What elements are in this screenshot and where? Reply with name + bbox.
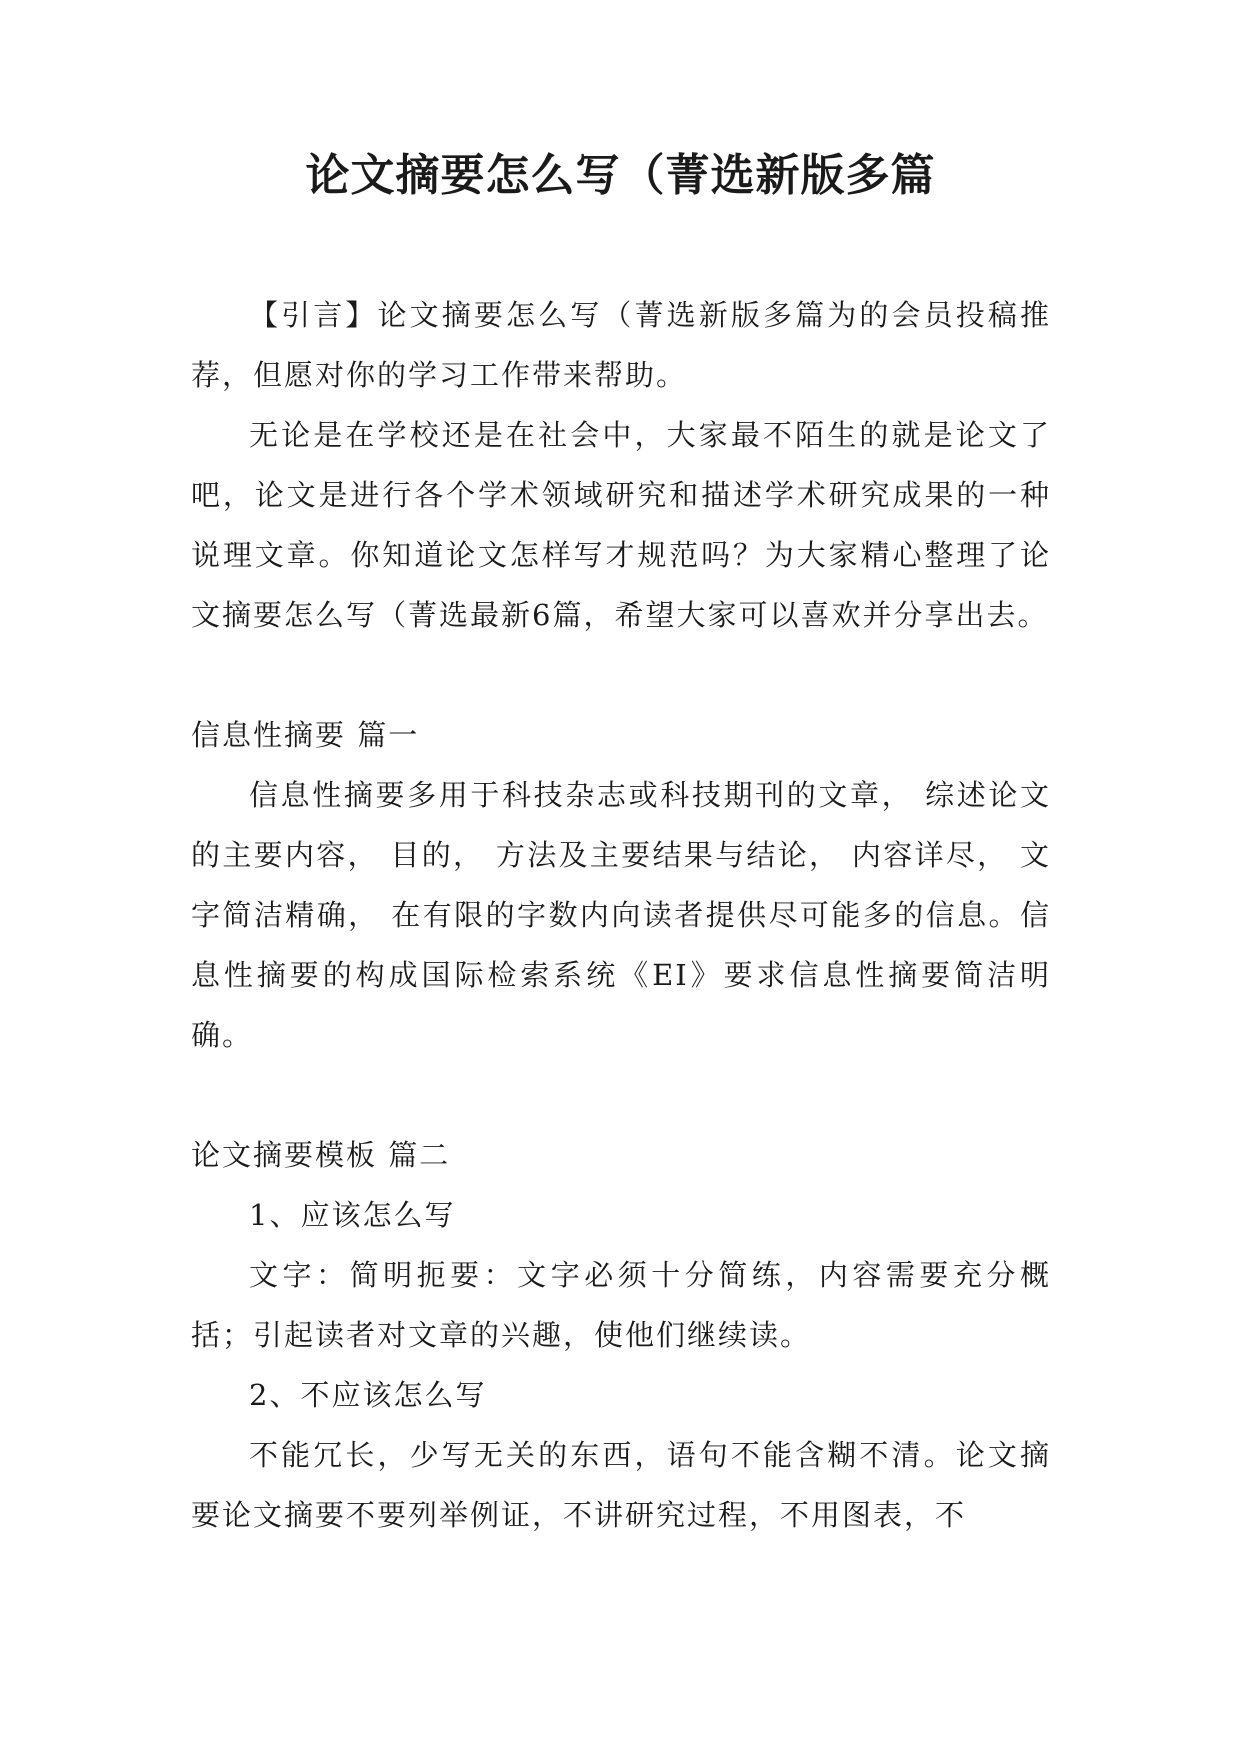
section-spacer (191, 1065, 1051, 1125)
document-body (191, 285, 1051, 1545)
list-item-heading: 2、不应该怎么写 (249, 1378, 487, 1412)
paragraph: 信息性摘要多用于科技杂志或科技期刊的文章， 综述论文的主要内容， 目的， 方法及主要结果与结论， 内容详尽， 文字简洁精确， 在有限的字数内向读者提供尽可能多的信息。信息性摘要的构成国际检索系统《EI》要求信息性摘要简洁明确。 (191, 778, 1051, 1052)
paragraph: 不能冗长，少写无关的东西，语句不能含糊不清。论文摘要论文摘要不要列举例证，不讲研究过程，不用图表，不 (191, 1438, 1051, 1532)
list-item-heading: 1、应该怎么写 (249, 1198, 456, 1232)
paragraph: 无论是在学校还是在社会中，大家最不陌生的就是论文了吧，论文是进行各个学术领域研究和描述学术研究成果的一种说理文章。你知道论文怎样写才规范吗？为大家精心整理了论文摘要怎么写（菁选最新6篇，希望大家可以喜欢并分享出去。 (191, 418, 1051, 632)
intro-paragraph: 【引言】论文摘要怎么写（菁选新版多篇为的会员投稿推荐，但愿对你的学习工作带来帮助。 (191, 298, 1051, 392)
section-spacer (191, 645, 1051, 705)
section-heading: 信息性摘要 篇一 (191, 718, 420, 752)
paragraph: 文字：简明扼要：文字必须十分简练，内容需要充分概括；引起读者对文章的兴趣，使他们继续读。 (191, 1258, 1051, 1352)
page-title: 论文摘要怎么写（菁选新版多篇 (305, 150, 936, 201)
section-heading: 论文摘要模板 篇二 (191, 1138, 451, 1172)
